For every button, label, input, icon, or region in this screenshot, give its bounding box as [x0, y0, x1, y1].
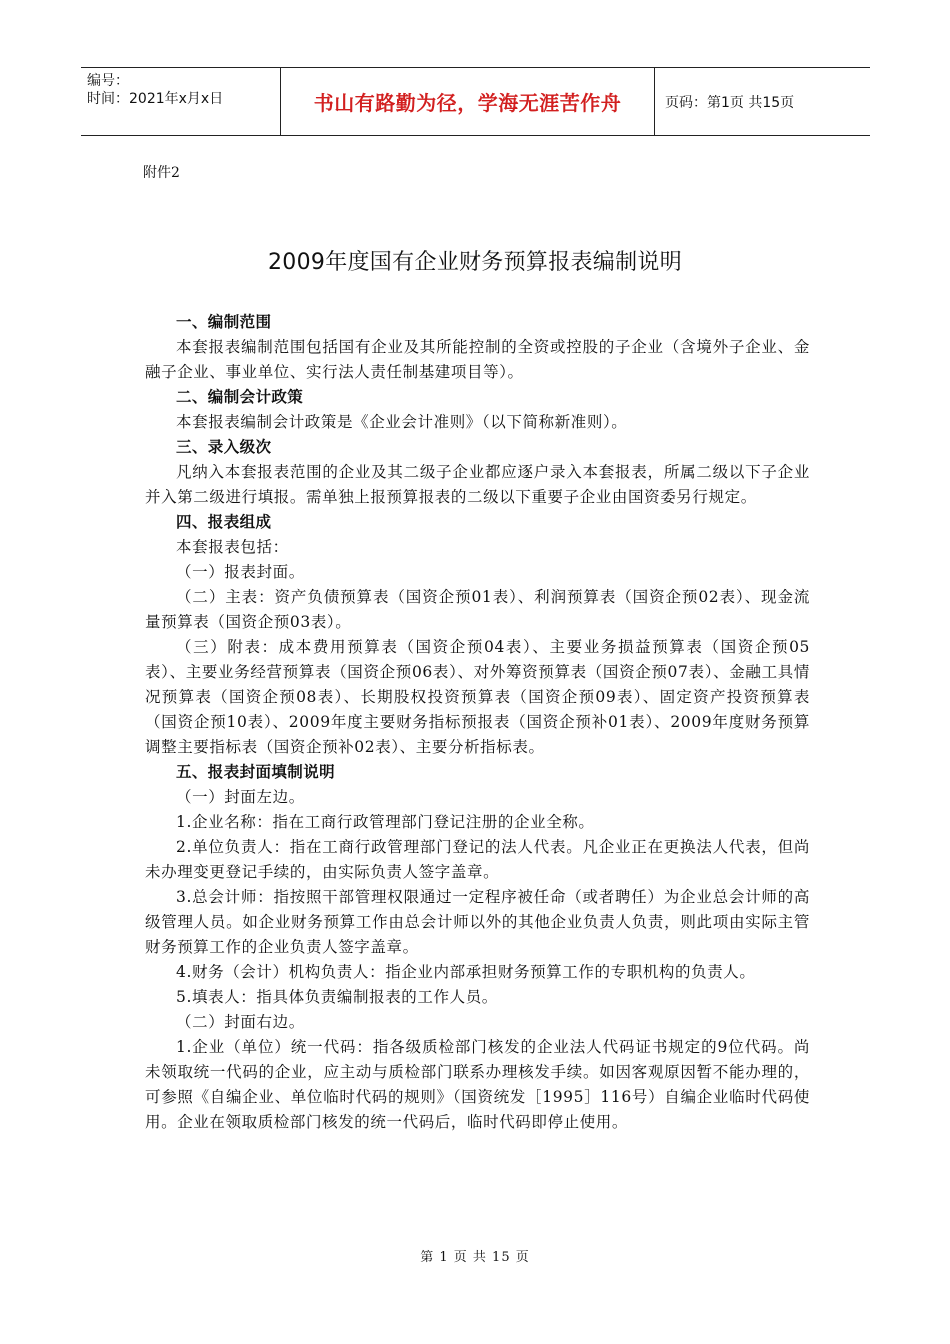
- body-paragraph: 本套报表编制范围包括国有企业及其所能控制的全资或控股的子企业（含境外子企业、金融子企业、事业单位、实行法人责任制基建项目等）。: [145, 338, 810, 381]
- body-paragraph: （二）封面右边。: [176, 1013, 305, 1031]
- body-paragraph: （二）主表：资产负债预算表（国资企预01表）、利润预算表（国资企预02表）、现金流量预算表（国资企预03表）。: [145, 588, 810, 631]
- body-paragraph: 1.企业（单位）统一代码：指各级质检部门核发的企业法人代码证书规定的9位代码。尚未领取统一代码的企业，应主动与质检部门联系办理核发手续。如因客观原因暂不能办理的，可参照《自编企业、单位临时代码的规则》（国资统发［1995］116号）自编企业临时代码使用。企业在领取质检部门核发的统一代码后，临时代码即停止使用。: [145, 1038, 810, 1131]
- page-footer: 第 1 页 共 15 页: [420, 1250, 530, 1265]
- body-paragraph: 1.企业名称：指在工商行政管理部门登记注册的企业全称。: [176, 813, 595, 831]
- body-paragraph: 本套报表编制会计政策是《企业会计准则》（以下简称新准则）。: [176, 413, 628, 431]
- section-heading: 三、录入级次: [176, 438, 272, 456]
- body-paragraph: （一）报表封面。: [176, 563, 305, 581]
- document-number: 编号：: [87, 73, 129, 89]
- header-meta: [81, 68, 281, 135]
- document-title: 2009年度国有企业财务预算报表编制说明: [268, 250, 682, 275]
- body-paragraph: 3.总会计师：指按照干部管理权限通过一定程序被任命（或者聘任）为企业总会计师的高级管理人员。如企业财务预算工作由总会计师以外的其他企业负责人负责，则此项由实际主管财务预算工作的企业负责人签字盖章。: [145, 888, 810, 956]
- body-paragraph: 凡纳入本套报表范围的企业及其二级子企业都应逐户录入本套报表，所属二级以下子企业并入第二级进行填报。需单独上报预算报表的二级以下重要子企业由国资委另行规定。: [145, 463, 810, 506]
- section-heading: 一、编制范围: [176, 313, 272, 331]
- body-paragraph: （一）封面左边。: [176, 788, 305, 806]
- body-paragraph: 4.财务（会计）机构负责人：指企业内部承担财务预算工作的专职机构的负责人。: [176, 963, 756, 981]
- header-page-info: 页码：第1页 共15页: [665, 94, 795, 111]
- document-date: 时间：2021年x月x日: [87, 91, 224, 107]
- section-heading: 五、报表封面填制说明: [176, 763, 336, 781]
- body-paragraph: （三）附表：成本费用预算表（国资企预04表）、主要业务损益预算表（国资企预05表）、主要业务经营预算表（国资企预06表）、对外筹资预算表（国资企预07表）、金融工具情况预算表（国资企预08表）、长期股权投资预算表（国资企预09表）、固定资产投资预算表（国资企预10表）、2009年度主要财务指标预报表（国资企预补01表）、2009年度财务预算调整主要指标表（国资企预补02表）、主要分析指标表。: [145, 638, 810, 756]
- attachment-label: 附件2: [143, 165, 180, 181]
- body-paragraph: 2.单位负责人：指在工商行政管理部门登记的法人代表。凡企业正在更换法人代表，但尚未办理变更登记手续的，由实际负责人签字盖章。: [145, 838, 810, 881]
- section-heading: 四、报表组成: [176, 513, 272, 531]
- header-table: [81, 67, 870, 136]
- section-heading: 二、编制会计政策: [176, 388, 304, 406]
- header-motto: 书山有路勤为径，学海无涯苦作舟: [281, 68, 655, 135]
- document-body: [145, 310, 810, 1135]
- body-paragraph: 本套报表包括：: [176, 538, 289, 556]
- body-paragraph: 5.填表人：指具体负责编制报表的工作人员。: [176, 988, 498, 1006]
